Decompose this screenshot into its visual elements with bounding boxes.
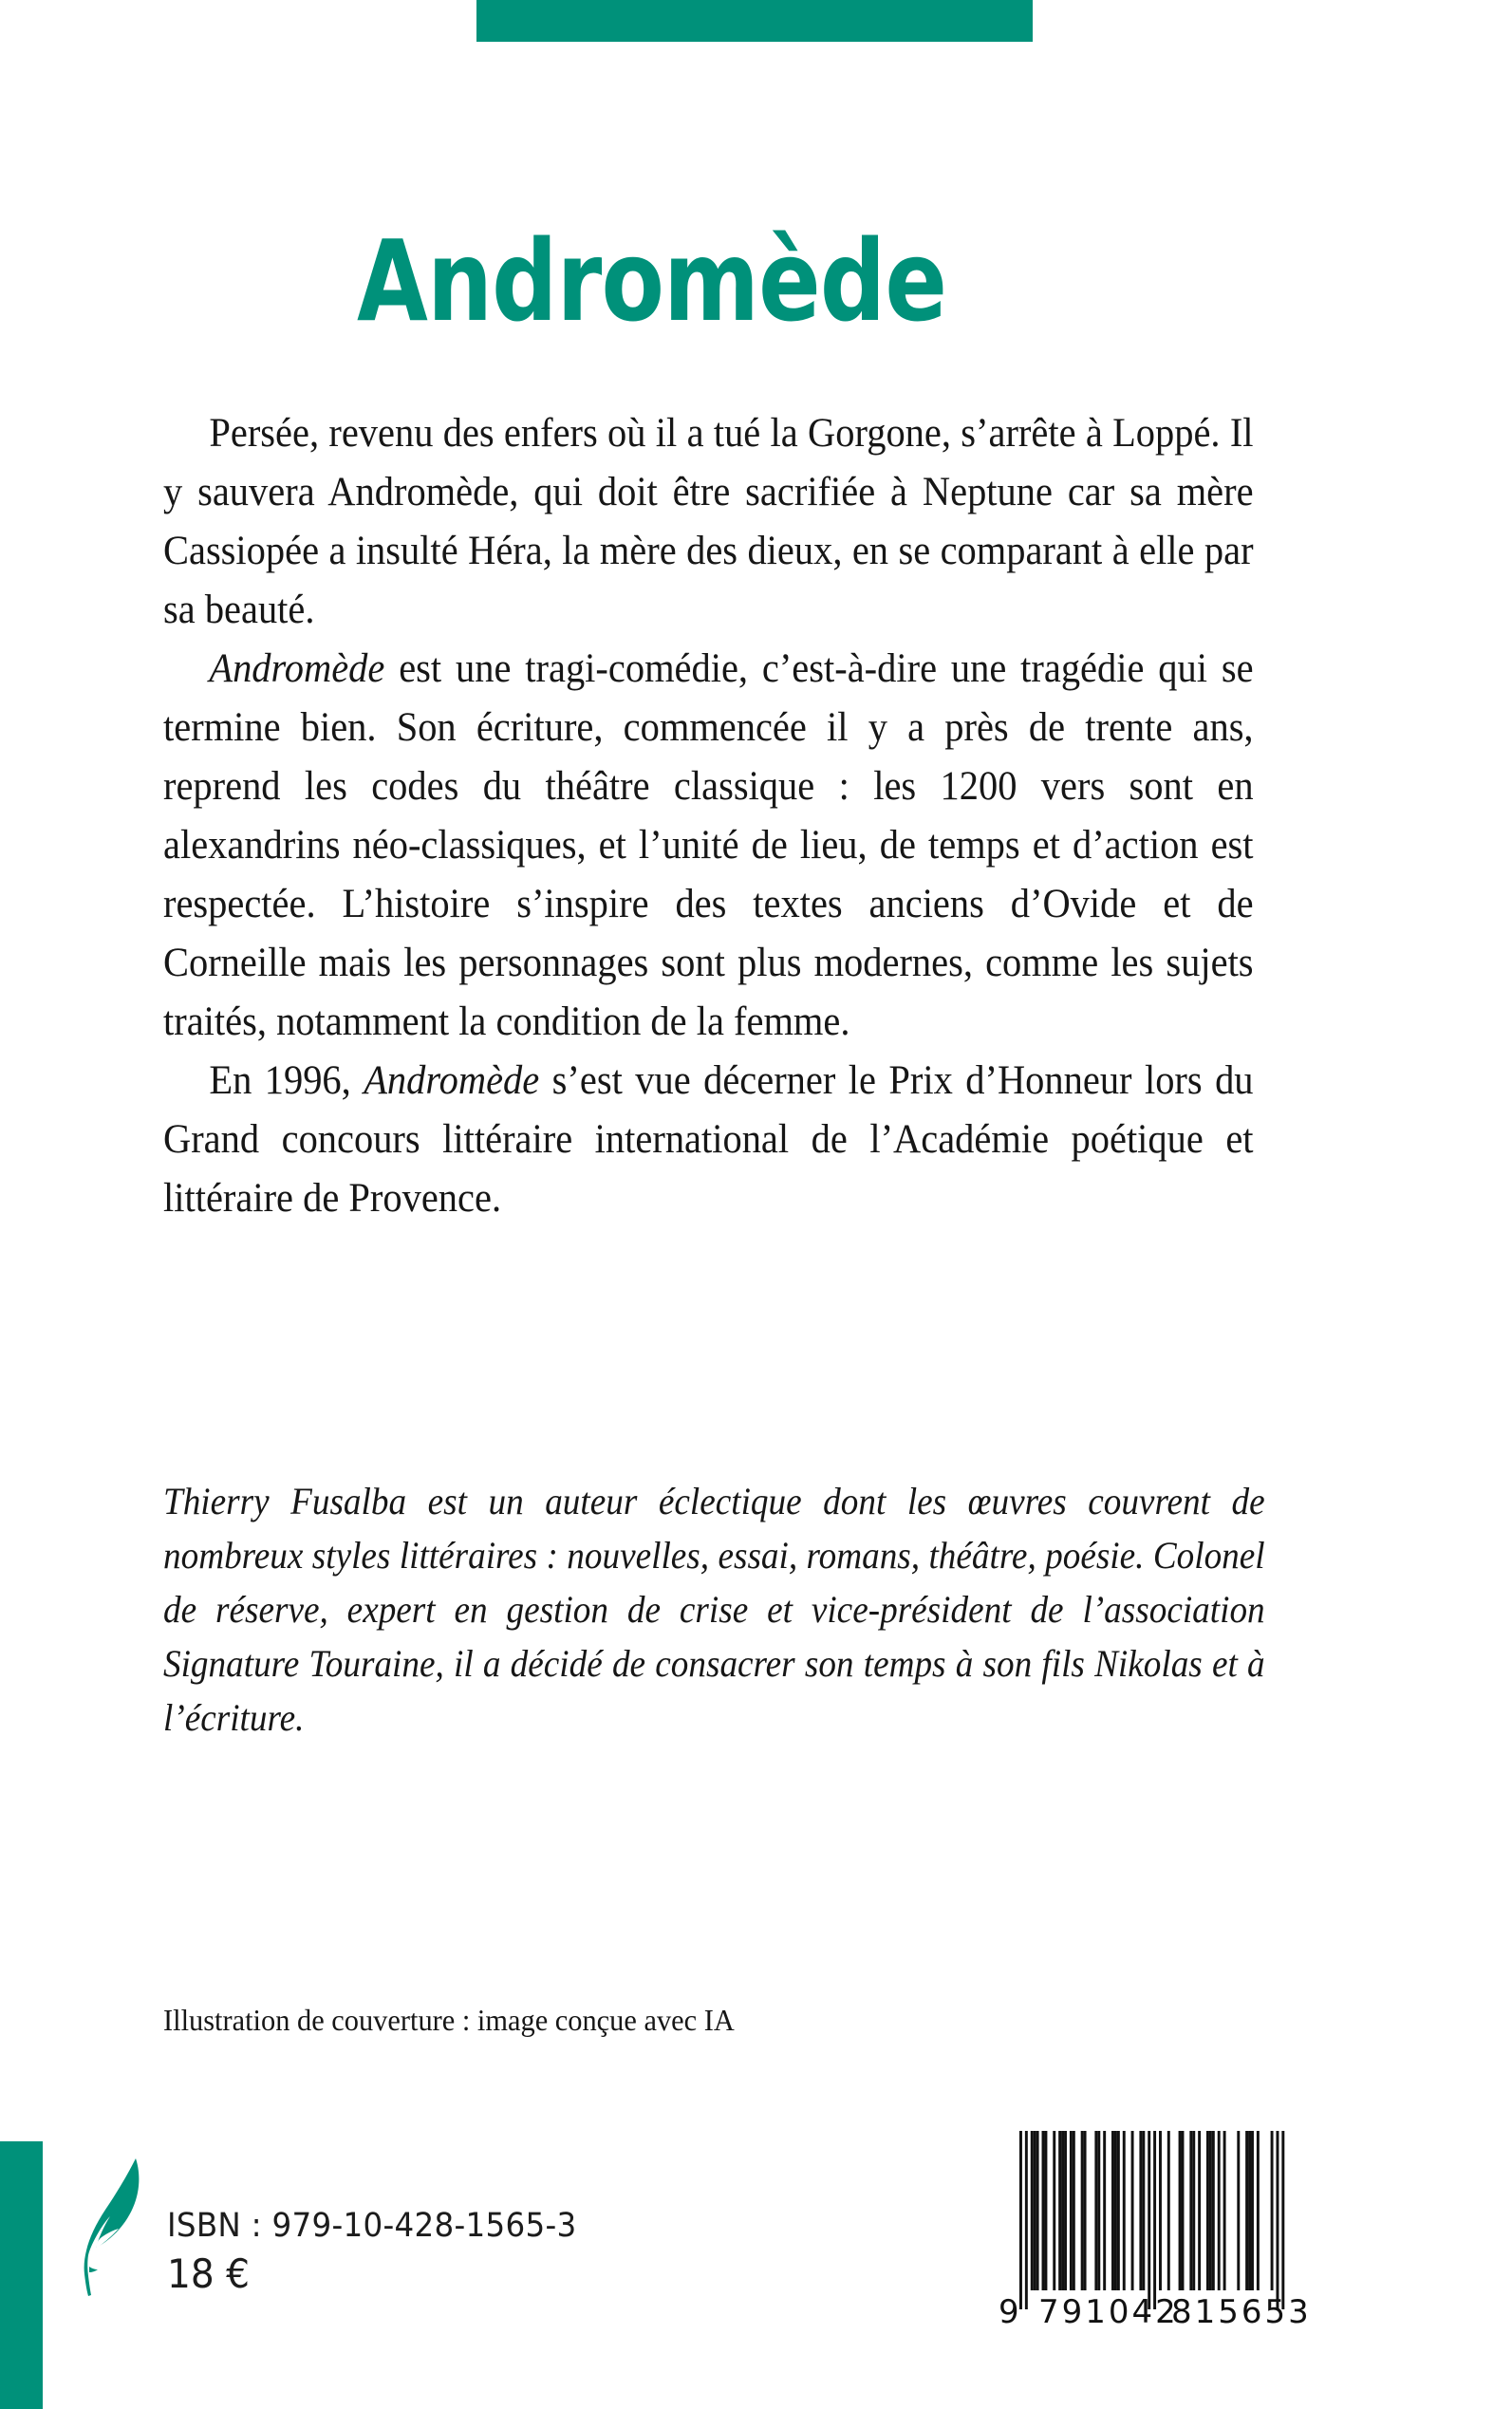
work-title-italic: Andromède — [209, 645, 385, 691]
blurb-text: est une tragi-comédie, c’est-à-dire une tragédie qui se termine bien. Son écriture, commencée il y a près de trente ans, reprend les codes du théâtre classique : les 1200 vers sont en alexandrins néo-classiques, et l’unité de lieu, de temps et d’action est respectée. L’histoire s’inspire des textes anciens d’Ovide et de Corneille mais les personnages sont plus modernes, comme les sujets traités, notamment la condition de la femme. — [163, 645, 1254, 1044]
left-accent-band — [0, 2141, 43, 2409]
author-bio-text: Thierry Fusalba est un auteur éclectique dont les œuvres couvrent de nombreux styles littéraires : nouvelles, essai, romans, théâtre, poésie. Colonel de réserve, expert en gestion de crise et vice-président de l’association Signature Touraine, il a décidé de consacrer son temps à son fils Nikolas et à l’écriture. — [163, 1480, 1265, 1739]
price-text: 18 € — [167, 2250, 250, 2297]
book-blurb — [163, 403, 1254, 1227]
svg-text:815653: 815653 — [1171, 2293, 1312, 2331]
author-bio — [163, 1474, 1265, 1745]
cover-credit: Illustration de couverture : image conçue avec IA — [163, 2003, 735, 2037]
feather-icon — [84, 2155, 142, 2297]
blurb-paragraph — [163, 1051, 1254, 1227]
svg-text:9: 9 — [999, 2293, 1019, 2331]
top-accent-bar — [476, 0, 1033, 42]
blurb-paragraph — [163, 403, 1254, 639]
blurb-text: Persée, revenu des enfers où il a tué la Gorgone, s’arrête à Loppé. Il y sauvera Andromède, qui doit être sacrifiée à Neptune car sa mère Cassiopée a insulté Héra, la mère des dieux, en se comparant à elle par sa beauté. — [163, 410, 1254, 632]
ean13-barcode — [985, 2120, 1319, 2332]
work-title-italic: Andromède — [364, 1057, 540, 1103]
svg-text:791042: 791042 — [1038, 2293, 1179, 2331]
blurb-text: En 1996, — [209, 1057, 364, 1103]
isbn-text: ISBN : 979-10-428-1565-3 — [167, 2207, 577, 2245]
isbn-price-block — [167, 2204, 607, 2301]
blurb-paragraph — [163, 639, 1254, 1051]
blurb-text: s’est vue décerner le Prix d’Honneur lors du Grand concours littéraire international de l’Académie poétique et littéraire de Provence. — [163, 1057, 1254, 1221]
page-title: Andromède — [357, 215, 947, 347]
